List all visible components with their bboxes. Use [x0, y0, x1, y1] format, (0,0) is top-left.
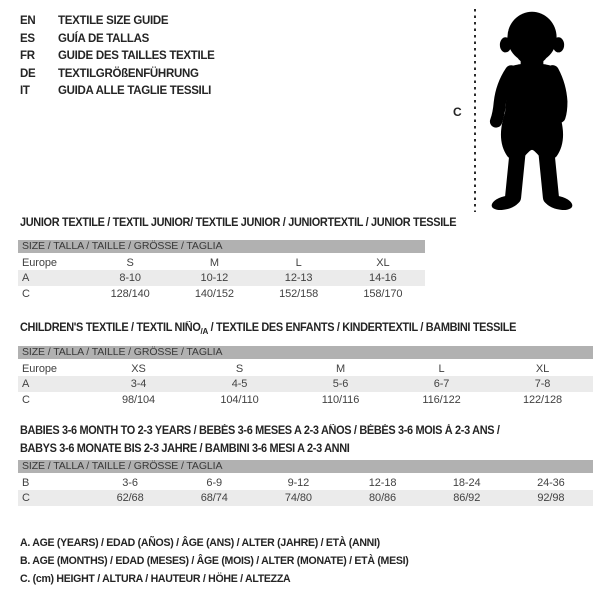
language-row-en: [20, 13, 215, 31]
language-code: ES: [20, 32, 35, 45]
table-row: [18, 286, 425, 302]
size-cell: S: [235, 362, 244, 375]
height-cell: 122/128: [522, 394, 563, 406]
table-row: [18, 474, 593, 490]
children-section-heading: [20, 320, 516, 338]
row-label: C: [22, 394, 30, 406]
footnote-b-age-months: B. AGE (MONTHS) / EDAD (MESES) / ÂGE (MOIS) / ALTER (MONATE) / ETÀ (MESI): [20, 554, 409, 567]
size-header-cell: SIZE / TALLA / TAILLE / GRÖSSE / TAGLIA: [18, 240, 425, 254]
footnote-a-age-years: A. AGE (YEARS) / EDAD (AÑOS) / ÂGE (ANS) / ALTER (JAHRE) / ETÀ (ANNI): [20, 537, 380, 549]
height-cell: 62/68: [88, 490, 172, 506]
table-row: [18, 360, 593, 376]
size-cell: XL: [535, 362, 550, 375]
height-cell: 80/86: [340, 490, 424, 506]
size-cell: XL: [376, 256, 390, 269]
table-header-row: [18, 460, 593, 474]
age-cell: 6-9: [206, 476, 223, 489]
guide-title: GUIDE DES TAILLES TEXTILE: [58, 50, 215, 63]
heading-text: CHILDREN'S TEXTILE / TEXTIL NIÑO: [20, 322, 201, 334]
age-cell: 5-6: [290, 376, 391, 392]
table-row: [18, 490, 593, 506]
height-cell: 152/158: [279, 288, 319, 300]
row-label: A: [18, 270, 88, 286]
footnote-c-height: C. (cm) HEIGHT / ALTURA / HAUTEUR / HÖHE / ALTEZZA: [20, 572, 291, 585]
language-code: DE: [20, 67, 36, 80]
guide-title: TEXTILGRÖßENFÜHRUNG: [58, 67, 199, 80]
table-header-row: [18, 346, 593, 360]
table-header-row: [18, 240, 425, 254]
height-cell: 110/116: [321, 394, 360, 406]
row-label: C: [22, 288, 30, 300]
language-code: FR: [20, 50, 35, 63]
heading-text: / TEXTILE DES ENFANTS / KINDERTEXTIL / BAMBINI TESSILE: [207, 322, 517, 334]
age-cell: 6-7: [391, 376, 492, 392]
language-row-it: [20, 83, 215, 101]
table-row: [18, 376, 593, 392]
junior-size-table: [18, 240, 425, 302]
age-cell: 14-16: [341, 270, 425, 286]
age-cell: 10-12: [172, 270, 256, 286]
age-cell: 12-18: [368, 476, 397, 489]
size-cell: M: [335, 362, 346, 375]
language-code: EN: [20, 15, 36, 27]
babies-size-table: [18, 460, 593, 506]
height-cell: 158/170: [363, 288, 403, 300]
age-cell: 3-6: [122, 476, 138, 489]
size-header-cell: SIZE / TALLA / TAILLE / GRÖSSE / TAGLIA: [18, 346, 593, 360]
language-code: IT: [20, 85, 30, 98]
language-title-block: [20, 13, 215, 101]
heading-line-2: BABYS 3-6 MONATE BIS 2-3 JAHRE / BAMBINI 3-6 MESI A 2-3 ANNI: [20, 442, 350, 455]
guide-title: GUIDA ALLE TAGLIE TESSILI: [58, 85, 212, 98]
size-cell: M: [209, 256, 219, 269]
size-cell: XS: [131, 362, 146, 375]
row-label: A: [18, 376, 88, 392]
row-label: Europe: [22, 256, 57, 269]
row-label: B: [22, 476, 30, 489]
size-cell: L: [295, 256, 302, 269]
height-measure-label: C: [453, 105, 462, 119]
heading-line-1: BABIES 3-6 MONTH TO 2-3 YEARS / BEBÉS 3-6 MESES A 2-3 AÑOS / BÉBÉS 3-6 MOIS À 2-3 ANS /: [20, 425, 500, 437]
guide-title: GUÍA DE TALLAS: [58, 32, 149, 45]
children-size-table: [18, 346, 593, 408]
baby-silhouette-icon: [480, 6, 584, 218]
age-cell: 12-13: [257, 270, 341, 286]
age-cell: 3-4: [88, 376, 189, 392]
row-label: C: [18, 490, 88, 506]
row-label: Europe: [22, 362, 57, 375]
age-cell: 8-10: [88, 270, 172, 286]
language-row-es: [20, 31, 215, 49]
heading-subscript: /A: [200, 325, 208, 336]
language-row-fr: [20, 48, 215, 66]
age-cell: 24-36: [537, 476, 565, 489]
table-row: [18, 270, 425, 286]
age-cell: 7-8: [492, 376, 593, 392]
guide-title: TEXTILE SIZE GUIDE: [58, 15, 169, 27]
junior-section-heading: JUNIOR TEXTILE / TEXTIL JUNIOR/ TEXTILE JUNIOR / JUNIORTEXTIL / JUNIOR TESSILE: [20, 217, 457, 229]
table-row: [18, 392, 593, 408]
legend-footnotes: [20, 535, 425, 588]
babies-section-heading: [20, 423, 500, 458]
age-cell: 4-5: [189, 376, 290, 392]
table-row: [18, 254, 425, 270]
height-cell: 74/80: [256, 490, 340, 506]
height-cell: 92/98: [509, 490, 593, 506]
language-row-de: [20, 66, 215, 84]
height-cell: 104/110: [220, 394, 259, 406]
age-cell: 18-24: [452, 476, 481, 489]
size-cell: S: [126, 256, 134, 269]
size-header-cell: SIZE / TALLA / TAILLE / GRÖSSE / TAGLIA: [18, 460, 593, 474]
height-cell: 140/152: [194, 288, 234, 300]
height-cell: 68/74: [172, 490, 256, 506]
size-cell: L: [438, 362, 445, 375]
height-cell: 116/122: [422, 394, 461, 406]
height-cell: 128/140: [110, 288, 150, 300]
height-cell: 98/104: [121, 394, 156, 406]
baby-height-figure: [450, 6, 598, 224]
height-cell: 86/92: [425, 490, 509, 506]
height-measure-dotted-line: [474, 9, 476, 212]
age-cell: 9-12: [287, 476, 310, 489]
